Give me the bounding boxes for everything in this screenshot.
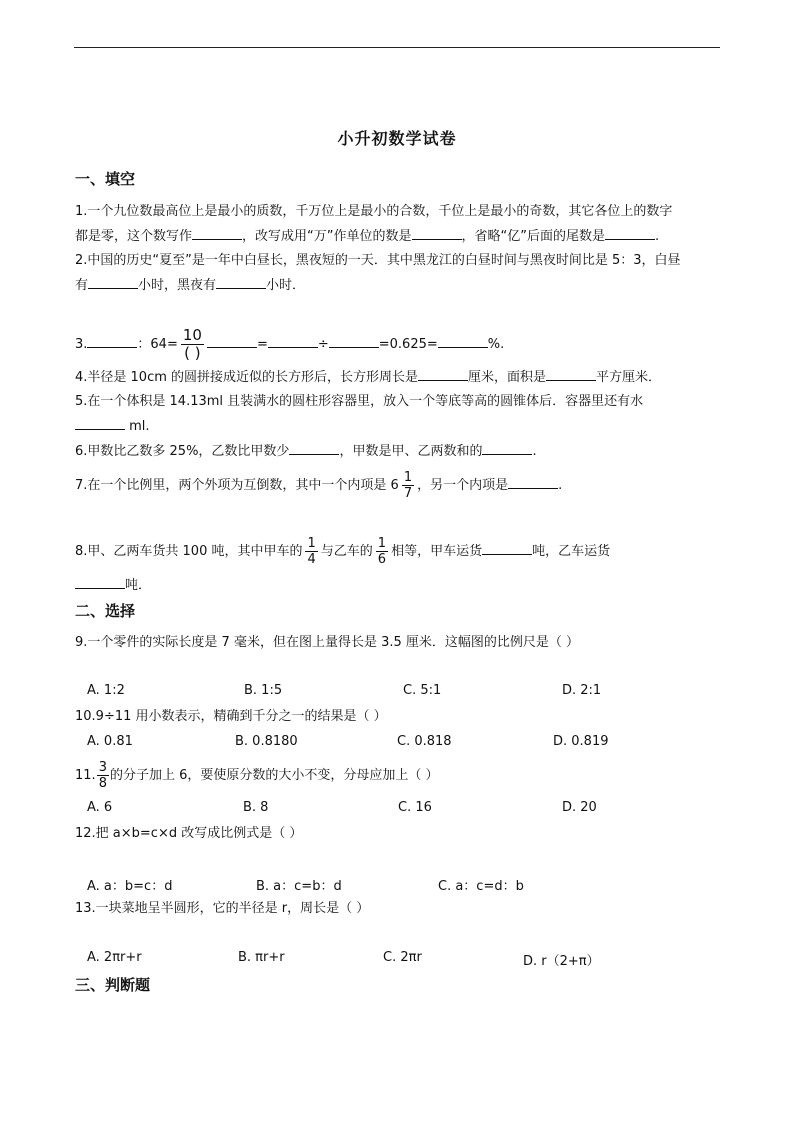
q11-num-label: 11. <box>75 768 96 783</box>
q3-text-b: ：64= <box>137 337 178 352</box>
header-rule <box>74 47 720 48</box>
answer-blank[interactable] <box>482 441 532 455</box>
q1-text-d: . <box>654 229 660 244</box>
q9-stem: 9.一个零件的实际长度是 7 毫米，但在图上量得长是 3.5 厘米．这幅图的比例尺是（ ） <box>75 635 580 650</box>
q7-text-a: 7.在一个比例里，两个外项为互倒数，其中一个内项是 6 <box>75 478 399 493</box>
q7-text-c: . <box>558 478 563 493</box>
q1-line2 <box>75 226 659 247</box>
q7-line <box>75 468 562 504</box>
q8-text-e: 吨． <box>125 578 152 593</box>
q2-text-a: 有 <box>75 278 89 293</box>
answer-blank[interactable] <box>329 334 379 348</box>
q1-line1: 1.一个九位数最高位上是最小的质数，千万位上是最小的合数，千位上是最小的奇数，其它各位上的数字 <box>75 204 673 219</box>
option-b[interactable]: B. 0.8180 <box>235 734 298 749</box>
q3-text-d: ÷ <box>317 337 329 352</box>
q3-line <box>75 325 504 365</box>
answer-blank[interactable] <box>207 334 257 348</box>
option-a[interactable]: A. 0.81 <box>87 734 133 749</box>
q3-text-e: =0.625= <box>378 337 438 352</box>
q12-stem: 12.把 a×b=c×d 改写成比例式是（ ） <box>75 826 303 841</box>
answer-blank[interactable] <box>88 275 138 289</box>
q8-text-c: 相等，甲车运货 <box>391 544 483 559</box>
answer-blank[interactable] <box>438 334 488 348</box>
q3-text-c: = <box>256 337 268 352</box>
q4-line <box>75 367 661 388</box>
q8-line1 <box>75 534 610 570</box>
q1-text-b: ，改写成用“万”作单位的数是 <box>242 229 412 244</box>
q3-num-label: 3. <box>75 337 88 352</box>
option-a[interactable]: A. 2πr+r <box>87 950 142 965</box>
answer-blank[interactable] <box>75 575 125 589</box>
fraction-numerator: 1 <box>403 470 413 485</box>
option-d[interactable]: D. 2:1 <box>562 683 602 698</box>
page-title: 小升初数学试卷 <box>337 129 457 148</box>
option-a[interactable]: A. a：b=c：d <box>87 879 173 894</box>
q2-line2 <box>75 275 305 296</box>
fraction-numerator: 10 <box>182 326 202 344</box>
q3-text-f: %. <box>487 337 505 352</box>
option-b[interactable]: B. πr+r <box>238 950 285 965</box>
q6-text-b: ，甲数是甲、乙两数和的 <box>339 444 483 459</box>
option-c[interactable]: C. 2πr <box>383 950 422 965</box>
answer-blank[interactable] <box>546 367 596 381</box>
option-c[interactable]: C. 16 <box>398 800 432 815</box>
answer-blank[interactable] <box>192 226 242 240</box>
q1-text-a: 都是零，这个数写作 <box>75 229 193 244</box>
answer-blank[interactable] <box>87 334 137 348</box>
q2-text-b: 小时，黑夜有 <box>138 278 217 293</box>
q5-text-b: ml. <box>125 419 150 434</box>
q11-fraction <box>97 760 109 791</box>
q4-text-c: 平方厘米． <box>596 370 662 385</box>
answer-blank[interactable] <box>508 475 558 489</box>
option-b[interactable]: B. 1:5 <box>244 683 283 698</box>
q5-line2 <box>75 416 150 437</box>
q8-text-a: 8.甲、乙两车货共 100 吨，其中甲车的 <box>75 544 303 559</box>
q4-text-a: 4.半径是 10cm 的圆拼接成近似的长方形后，长方形周长是 <box>75 370 419 385</box>
q11-stem <box>75 760 439 792</box>
section-fill-heading: 一、填空 <box>75 170 136 188</box>
q8-fraction-1 <box>305 536 317 567</box>
q8-line2 <box>75 575 151 596</box>
option-a[interactable]: A. 6 <box>87 800 113 815</box>
q6-text-a: 6.甲数比乙数多 25%，乙数比甲数少 <box>75 444 290 459</box>
answer-blank[interactable] <box>482 541 532 555</box>
answer-blank[interactable] <box>216 275 266 289</box>
option-c[interactable]: C. 5:1 <box>403 683 442 698</box>
q7-fraction <box>402 470 414 501</box>
q10-stem: 10.9÷11 用小数表示，精确到千分之一的结果是（ ） <box>75 709 387 724</box>
answer-blank[interactable] <box>289 441 339 455</box>
section-choice-heading: 二、选择 <box>75 602 136 620</box>
fraction-numerator: 1 <box>377 536 387 551</box>
fraction-denominator: 8 <box>98 776 107 791</box>
q8-fraction-2 <box>376 536 388 567</box>
fraction-denominator: 4 <box>307 552 316 567</box>
q8-text-b: 与乙车的 <box>320 544 373 559</box>
option-b[interactable]: B. a：c=b：d <box>256 879 342 894</box>
option-c[interactable]: C. a：c=d：b <box>438 879 524 894</box>
q4-text-b: 厘米，面积是 <box>468 370 547 385</box>
answer-blank[interactable] <box>75 416 125 430</box>
option-d[interactable]: D. 0.819 <box>553 734 609 749</box>
fraction-denominator: ( ) <box>184 344 201 362</box>
option-c[interactable]: C. 0.818 <box>397 734 452 749</box>
q8-text-d: 吨，乙车运货 <box>532 544 611 559</box>
q3-fraction <box>181 327 204 362</box>
q6-text-c: . <box>532 444 537 459</box>
fraction-denominator: 7 <box>403 486 413 501</box>
q2-line1: 2.中国的历史“夏至”是一年中白昼长，黑夜短的一天．其中黑龙江的白昼时间与黑夜时间比是 5：3，白昼 <box>75 253 681 268</box>
option-b[interactable]: B. 8 <box>243 800 269 815</box>
answer-blank[interactable] <box>418 367 468 381</box>
answer-blank[interactable] <box>268 334 318 348</box>
q1-text-c: ，省略“亿”后面的尾数是 <box>461 229 605 244</box>
q11-text-b: 的分子加上 6，要使原分数的大小不变，分母应加上（ ） <box>109 768 439 783</box>
option-d[interactable]: D. r（2+π） <box>523 954 600 969</box>
answer-blank[interactable] <box>412 226 462 240</box>
q5-line1: 5.在一个体积是 14.13ml 且装满水的圆柱形容器里，放入一个等底等高的圆锥体后．容器里还有水 <box>75 394 644 409</box>
q6-line <box>75 441 537 462</box>
q7-text-b: ，另一个内项是 <box>417 478 509 493</box>
answer-blank[interactable] <box>605 226 655 240</box>
q13-stem: 13.一块菜地呈半圆形，它的半径是 r，周长是（ ） <box>75 901 370 916</box>
q2-text-c: 小时． <box>266 278 306 293</box>
fraction-numerator: 3 <box>98 760 107 775</box>
fraction-denominator: 6 <box>377 552 387 567</box>
option-a[interactable]: A. 1:2 <box>87 683 125 698</box>
section-judge-heading: 三、判断题 <box>75 976 151 994</box>
option-d[interactable]: D. 20 <box>562 800 597 815</box>
fraction-numerator: 1 <box>307 536 316 551</box>
